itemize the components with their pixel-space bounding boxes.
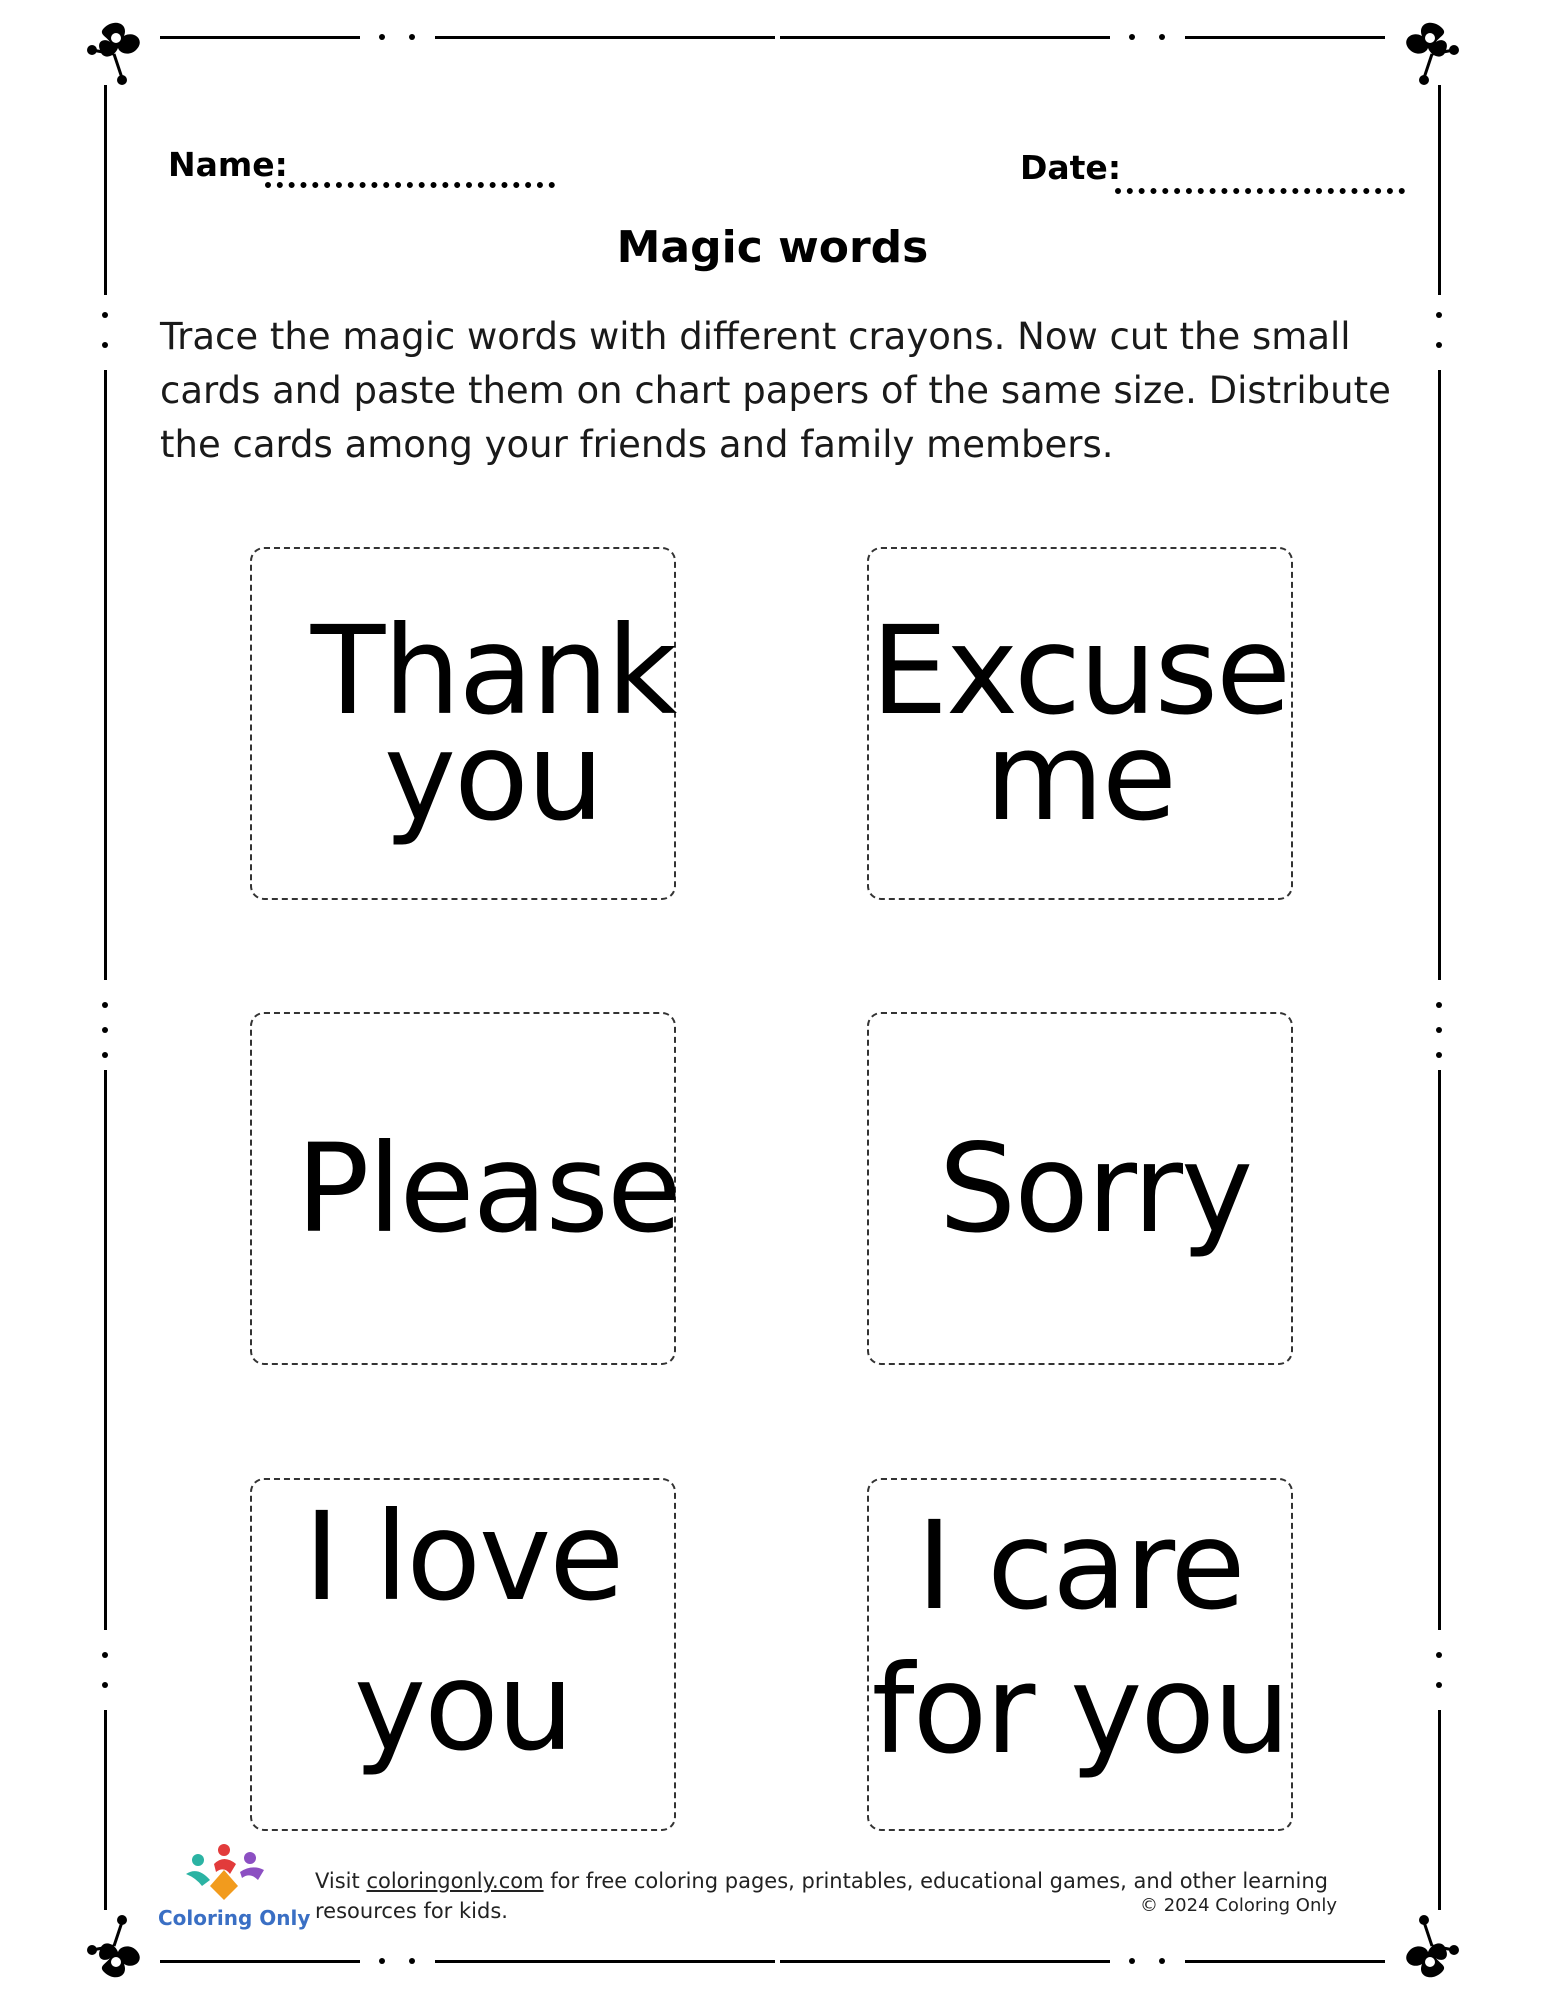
footer-visit-suffix: for free coloring pages, printables, educational games, and other learning resources for kids. [315,1869,1328,1923]
word-card-please [250,1012,680,1365]
card-word: I care for you [871,1495,1289,1781]
card-word: Sorry [938,1117,1252,1260]
card-word: Thank you [310,599,676,848]
corner-flourish-icon [84,1912,154,1982]
name-label: Name: [168,145,288,184]
word-card-i-care-for-you [867,1478,1293,1831]
date-label: Date: [1020,148,1122,187]
card-word: I love you [303,1486,623,1778]
footer-link[interactable]: coloringonly.com [366,1869,544,1893]
logo-text: Coloring Only [158,1906,311,1930]
footer-visit-prefix: Visit [315,1869,367,1893]
corner-flourish-icon [1392,18,1462,88]
corner-flourish-icon [1392,1912,1462,1982]
corner-flourish-icon [84,18,154,88]
instructions-text: Trace the magic words with different crayons. Now cut the small cards and paste them on chart papers of the same size. Distribute the cards among your friends and family members. [160,315,1391,466]
date-field[interactable] [1115,188,1405,194]
people-star-icon [180,1840,270,1906]
copyright-text: © 2024 Coloring Only [1140,1895,1338,1916]
word-card-sorry [867,1012,1293,1365]
word-card-thank-you [250,547,676,900]
page-title: Magic words [616,222,929,273]
name-field[interactable] [265,182,555,188]
word-card-i-love-you [250,1478,676,1831]
word-card-excuse-me [867,547,1293,900]
card-word: Please [296,1117,680,1260]
card-word: Excuse me [870,599,1290,848]
